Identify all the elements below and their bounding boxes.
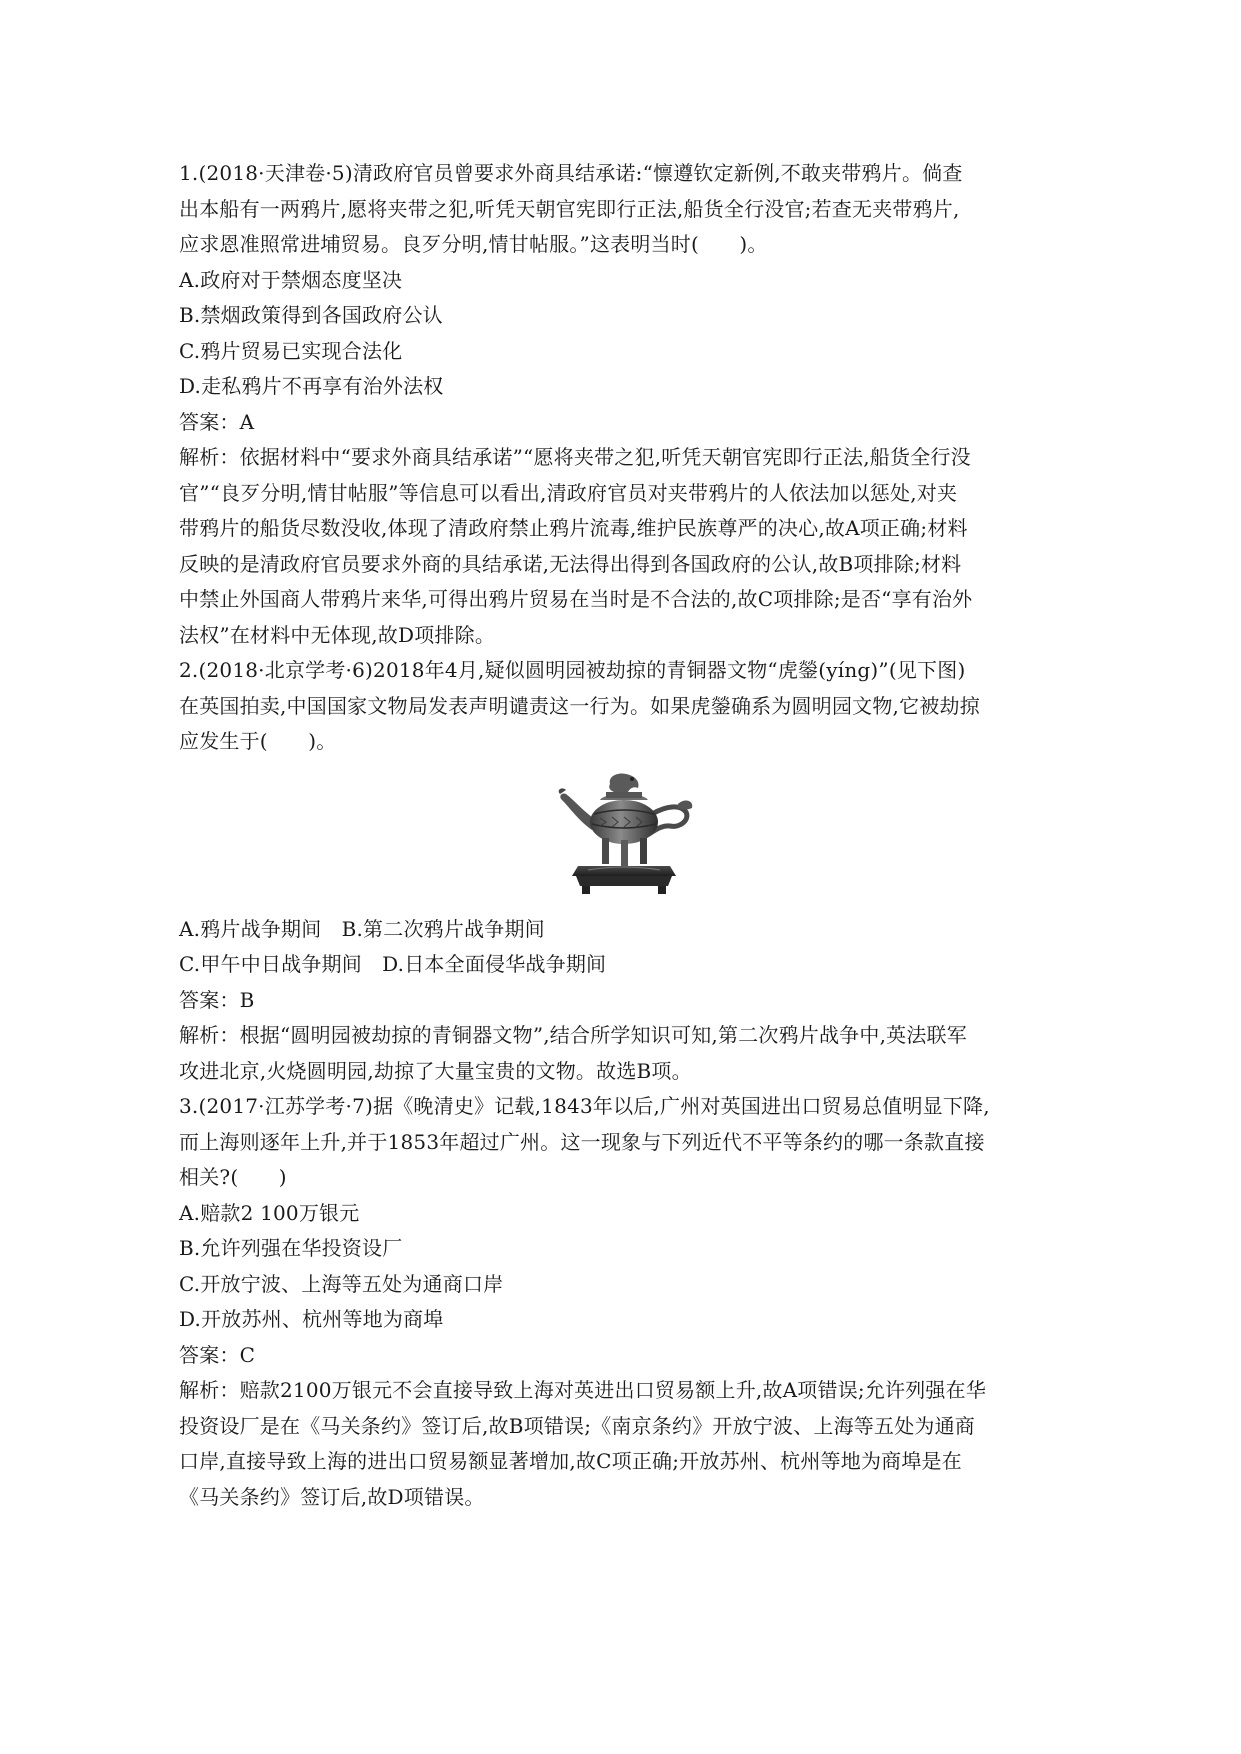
- q1-analysis-line: 中禁止外国商人带鸦片来华,可得出鸦片贸易在当时是不合法的,故C项排除;是否“享有治外: [179, 587, 973, 611]
- q1-stem-line: 应求恩准照常进埔贸易。良歹分明,情甘帖服。”这表明当时( )。: [179, 232, 768, 256]
- q3-analysis-line: 《马关条约》签订后,故D项错误。: [179, 1484, 485, 1509]
- q1-analysis-line: 官”“良歹分明,情甘帖服”等信息可以看出,清政府官员对夹带鸦片的人依法加以惩处,对夹: [179, 480, 958, 505]
- q1-stem-line: 出本船有一两鸦片,愿将夹带之犯,听凭天朝官宪即行正法,船货全行没官;若查无夹带鸦片,: [179, 196, 960, 221]
- q2-stem-line: 在英国拍卖,中国国家文物局发表声明谴责这一行为。如果虎鎣确系为圆明园文物,它被劫掠: [179, 693, 980, 718]
- q3-analysis-line: 解析：赔款2100万银元不会直接导致上海对英进出口贸易额上升,故A项错误;允许列强在华: [179, 1378, 987, 1402]
- q2-answer: 答案：B: [179, 987, 255, 1012]
- q1-analysis-line: 解析：依据材料中“要求外商具结承诺”“愿将夹带之犯,听凭天朝官宪即行正法,船货全行没: [179, 445, 971, 469]
- q1-answer: 答案：A: [179, 409, 255, 434]
- q1-stem-line: 1.(2018·天津卷·5)清政府官员曾要求外商具结承诺:“懔遵钦定新例,不敢夹带鸦片。倘查: [179, 161, 963, 185]
- q3-stem-line: 3.(2017·江苏学考·7)据《晚清史》记载,1843年以后,广州对英国进出口贸易总值明显下降,: [179, 1094, 990, 1118]
- q2-stem-line: 应发生于( )。: [179, 729, 337, 753]
- q3-option-b: B.允许列强在华投资设厂: [179, 1236, 403, 1260]
- document-page: [179, 156, 1069, 1515]
- q2-analysis-line: 攻进北京,火烧圆明园,劫掠了大量宝贵的文物。故选B项。: [179, 1058, 692, 1083]
- q3-option-a: A.赔款2 100万银元: [179, 1200, 360, 1225]
- q1-analysis-line: 法权”在材料中无体现,故D项排除。: [179, 622, 496, 647]
- q1-option-c: C.鸦片贸易已实现合法化: [179, 338, 403, 363]
- question-2: [179, 653, 1069, 1089]
- q3-stem-line: 相关?( ): [179, 1165, 287, 1189]
- q3-answer: 答案：C: [179, 1342, 256, 1367]
- q2-analysis-line: 解析：根据“圆明园被劫掠的青铜器文物”,结合所学知识可知,第二次鸦片战争中,英法联军: [179, 1023, 967, 1047]
- question-1: [179, 156, 1069, 653]
- question-3: [179, 1089, 1069, 1515]
- q3-option-d: D.开放苏州、杭州等地为商埠: [179, 1307, 444, 1331]
- q2-options-ab: A.鸦片战争期间 B.第二次鸦片战争期间: [179, 916, 545, 941]
- q1-option-a: A.政府对于禁烟态度坚决: [179, 267, 403, 292]
- q2-stem-line: 2.(2018·北京学考·6)2018年4月,疑似圆明园被劫掠的青铜器文物“虎鎣(yíng)”(见下图): [179, 658, 966, 682]
- bronze-vessel-image: [548, 770, 700, 902]
- bronze-vessel-figure: [179, 760, 1069, 912]
- q1-analysis-line: 带鸦片的船货尽数没收,体现了清政府禁止鸦片流毒,维护民族尊严的决心,故A项正确;材料: [179, 516, 968, 540]
- q1-analysis-line: 反映的是清政府官员要求外商的具结承诺,无法得出得到各国政府的公认,故B项排除;材料: [179, 551, 962, 576]
- q3-analysis-line: 投资设厂是在《马关条约》签订后,故B项错误;《南京条约》开放宁波、上海等五处为通商: [179, 1413, 975, 1438]
- q3-stem-line: 而上海则逐年上升,并于1853年超过广州。这一现象与下列近代不平等条约的哪一条款直接: [179, 1129, 985, 1154]
- q2-options-cd: C.甲午中日战争期间 D.日本全面侵华战争期间: [179, 952, 607, 976]
- q1-option-d: D.走私鸦片不再享有治外法权: [179, 374, 444, 398]
- q3-option-c: C.开放宁波、上海等五处为通商口岸: [179, 1271, 504, 1296]
- q1-option-b: B.禁烟政策得到各国政府公认: [179, 303, 443, 327]
- q3-analysis-line: 口岸,直接导致上海的进出口贸易额显著增加,故C项正确;开放苏州、杭州等地为商埠是在: [179, 1449, 962, 1473]
